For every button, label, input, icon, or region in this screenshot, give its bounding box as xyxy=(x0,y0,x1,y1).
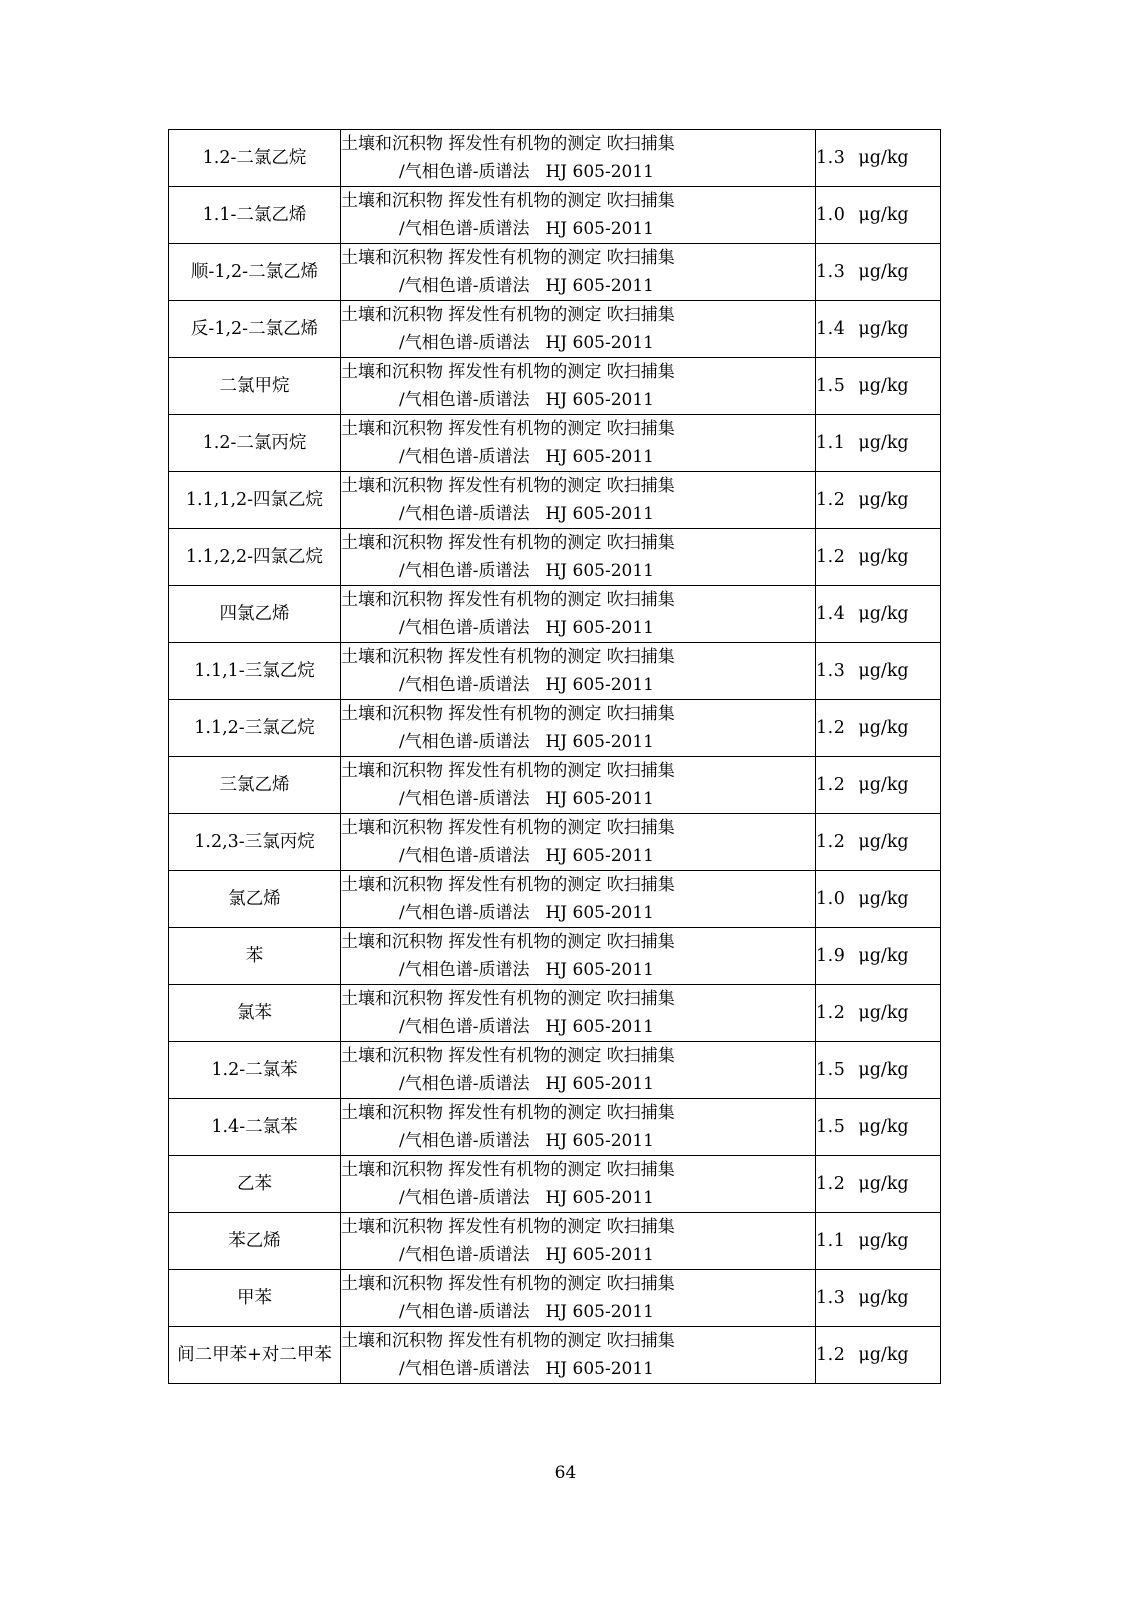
method-line-1: 土壤和沉积物 挥发性有机物的测定 吹扫捕集 xyxy=(341,533,675,553)
method-line-2 xyxy=(341,272,815,300)
pollutant-name-cell: 1.2-二氯乙烷 xyxy=(169,130,341,187)
detection-limit-value: 1.3 xyxy=(816,661,846,681)
standard-code-label: HJ 605-2011 xyxy=(545,333,654,353)
analysis-method-cell xyxy=(341,244,816,301)
method-line-2 xyxy=(341,1070,815,1098)
pollutant-name-cell: 甲苯 xyxy=(169,1270,341,1327)
detection-limit-value: 1.2 xyxy=(816,1003,846,1023)
method-line-2 xyxy=(341,1013,815,1041)
method-line-2 xyxy=(341,1184,815,1212)
detection-limit-unit: μg/kg xyxy=(858,1117,909,1137)
detection-limit-cell xyxy=(816,358,941,415)
detection-limit-value: 1.5 xyxy=(816,1117,846,1137)
detection-limit-unit: μg/kg xyxy=(858,1288,909,1308)
analysis-method-cell xyxy=(341,1099,816,1156)
analysis-method-cell xyxy=(341,1156,816,1213)
standard-code-label: HJ 605-2011 xyxy=(545,162,654,182)
method-line-1: 土壤和沉积物 挥发性有机物的测定 吹扫捕集 xyxy=(341,1160,675,1180)
pollutant-name-cell: 氯苯 xyxy=(169,985,341,1042)
method-line-1: 土壤和沉积物 挥发性有机物的测定 吹扫捕集 xyxy=(341,875,675,895)
table-row xyxy=(169,757,941,814)
detection-limit-cell xyxy=(816,244,941,301)
method-technique-label: /气相色谱-质谱法 xyxy=(399,1074,530,1094)
method-technique-label: /气相色谱-质谱法 xyxy=(399,390,530,410)
detection-limit-value: 1.4 xyxy=(816,319,846,339)
method-line-2 xyxy=(341,1355,815,1383)
analysis-method-cell xyxy=(341,928,816,985)
method-line-2 xyxy=(341,500,815,528)
table-row xyxy=(169,301,941,358)
pollutant-name-cell: 氯乙烯 xyxy=(169,871,341,928)
pollutant-name-cell: 1.1,2-三氯乙烷 xyxy=(169,700,341,757)
detection-limit-cell xyxy=(816,187,941,244)
standard-code-label: HJ 605-2011 xyxy=(545,1359,654,1379)
detection-limit-cell xyxy=(816,1327,941,1384)
standard-code-label: HJ 605-2011 xyxy=(545,618,654,638)
standard-code-label: HJ 605-2011 xyxy=(545,789,654,809)
standard-code-label: HJ 605-2011 xyxy=(545,960,654,980)
detection-limit-value: 1.3 xyxy=(816,1288,846,1308)
pollutant-name-cell: 四氯乙烯 xyxy=(169,586,341,643)
method-technique-label: /气相色谱-质谱法 xyxy=(399,960,530,980)
method-line-1: 土壤和沉积物 挥发性有机物的测定 吹扫捕集 xyxy=(341,248,675,268)
pollutant-name-cell: 1.1-二氯乙烯 xyxy=(169,187,341,244)
method-line-1: 土壤和沉积物 挥发性有机物的测定 吹扫捕集 xyxy=(341,932,675,952)
method-line-2 xyxy=(341,1298,815,1326)
detection-limit-cell xyxy=(816,1270,941,1327)
pollutant-name-cell: 二氯甲烷 xyxy=(169,358,341,415)
method-line-1: 土壤和沉积物 挥发性有机物的测定 吹扫捕集 xyxy=(341,761,675,781)
analysis-method-cell xyxy=(341,814,816,871)
table-row xyxy=(169,643,941,700)
detection-limit-unit: μg/kg xyxy=(858,889,909,909)
method-technique-label: /气相色谱-质谱法 xyxy=(399,1017,530,1037)
standard-code-label: HJ 605-2011 xyxy=(545,219,654,239)
method-line-2 xyxy=(341,1241,815,1269)
method-technique-label: /气相色谱-质谱法 xyxy=(399,789,530,809)
analysis-method-cell xyxy=(341,643,816,700)
analysis-method-cell xyxy=(341,1213,816,1270)
method-line-2 xyxy=(341,386,815,414)
method-line-2 xyxy=(341,1127,815,1155)
method-technique-label: /气相色谱-质谱法 xyxy=(399,219,530,239)
pollutant-name-cell: 1.1,1-三氯乙烷 xyxy=(169,643,341,700)
detection-limit-unit: μg/kg xyxy=(858,832,909,852)
pollutant-name-cell: 1.1,1,2-四氯乙烷 xyxy=(169,472,341,529)
detection-limit-unit: μg/kg xyxy=(858,1174,909,1194)
detection-limit-cell xyxy=(816,301,941,358)
standard-code-label: HJ 605-2011 xyxy=(545,675,654,695)
method-line-2 xyxy=(341,557,815,585)
detection-limit-value: 1.2 xyxy=(816,718,846,738)
detection-limit-value: 1.1 xyxy=(816,1231,846,1251)
method-technique-label: /气相色谱-质谱法 xyxy=(399,846,530,866)
detection-limit-value: 1.3 xyxy=(816,262,846,282)
table-row xyxy=(169,1042,941,1099)
detection-limit-cell xyxy=(816,1099,941,1156)
method-line-2 xyxy=(341,842,815,870)
detection-limit-value: 1.0 xyxy=(816,889,846,909)
method-line-1: 土壤和沉积物 挥发性有机物的测定 吹扫捕集 xyxy=(341,704,675,724)
standard-code-label: HJ 605-2011 xyxy=(545,447,654,467)
detection-limit-unit: μg/kg xyxy=(858,1060,909,1080)
analysis-method-cell xyxy=(341,1327,816,1384)
table-row xyxy=(169,1099,941,1156)
detection-limit-value: 1.2 xyxy=(816,490,846,510)
pollutant-name-cell: 乙苯 xyxy=(169,1156,341,1213)
analysis-method-cell xyxy=(341,1270,816,1327)
standard-code-label: HJ 605-2011 xyxy=(545,276,654,296)
method-technique-label: /气相色谱-质谱法 xyxy=(399,732,530,752)
page-number: 64 xyxy=(554,1463,577,1483)
method-technique-label: /气相色谱-质谱法 xyxy=(399,1302,530,1322)
detection-limit-cell xyxy=(816,700,941,757)
analysis-methods-table xyxy=(168,129,941,1384)
detection-limit-cell xyxy=(816,130,941,187)
standard-code-label: HJ 605-2011 xyxy=(545,1188,654,1208)
standard-code-label: HJ 605-2011 xyxy=(545,1245,654,1265)
method-technique-label: /气相色谱-质谱法 xyxy=(399,561,530,581)
analysis-method-cell xyxy=(341,700,816,757)
table-row xyxy=(169,586,941,643)
standard-code-label: HJ 605-2011 xyxy=(545,846,654,866)
table-row xyxy=(169,472,941,529)
pollutant-name-cell: 苯乙烯 xyxy=(169,1213,341,1270)
analysis-method-cell xyxy=(341,472,816,529)
detection-limit-unit: μg/kg xyxy=(858,433,909,453)
detection-limit-unit: μg/kg xyxy=(858,1231,909,1251)
method-technique-label: /气相色谱-质谱法 xyxy=(399,903,530,923)
standard-code-label: HJ 605-2011 xyxy=(545,390,654,410)
pollutant-name-cell: 1.2-二氯丙烷 xyxy=(169,415,341,472)
detection-limit-value: 1.4 xyxy=(816,604,846,624)
detection-limit-unit: μg/kg xyxy=(858,661,909,681)
detection-limit-unit: μg/kg xyxy=(858,604,909,624)
method-line-1: 土壤和沉积物 挥发性有机物的测定 吹扫捕集 xyxy=(341,476,675,496)
detection-limit-cell xyxy=(816,928,941,985)
analysis-method-cell xyxy=(341,1042,816,1099)
detection-limit-value: 1.2 xyxy=(816,547,846,567)
table-row xyxy=(169,700,941,757)
analysis-method-cell xyxy=(341,985,816,1042)
table-row xyxy=(169,928,941,985)
method-line-1: 土壤和沉积物 挥发性有机物的测定 吹扫捕集 xyxy=(341,647,675,667)
detection-limit-unit: μg/kg xyxy=(858,376,909,396)
detection-limit-cell xyxy=(816,643,941,700)
detection-limit-cell xyxy=(816,586,941,643)
method-line-1: 土壤和沉积物 挥发性有机物的测定 吹扫捕集 xyxy=(341,362,675,382)
detection-limit-value: 1.5 xyxy=(816,1060,846,1080)
pollutant-name-cell: 三氯乙烯 xyxy=(169,757,341,814)
method-line-2 xyxy=(341,329,815,357)
method-line-2 xyxy=(341,215,815,243)
detection-limit-value: 1.5 xyxy=(816,376,846,396)
detection-limit-unit: μg/kg xyxy=(858,319,909,339)
table-row xyxy=(169,1270,941,1327)
method-line-2 xyxy=(341,614,815,642)
method-line-1: 土壤和沉积物 挥发性有机物的测定 吹扫捕集 xyxy=(341,1103,675,1123)
detection-limit-unit: μg/kg xyxy=(858,490,909,510)
detection-limit-unit: μg/kg xyxy=(858,718,909,738)
detection-limit-cell xyxy=(816,757,941,814)
detection-limit-cell xyxy=(816,871,941,928)
detection-limit-cell xyxy=(816,415,941,472)
detection-limit-unit: μg/kg xyxy=(858,1003,909,1023)
standard-code-label: HJ 605-2011 xyxy=(545,504,654,524)
method-line-1: 土壤和沉积物 挥发性有机物的测定 吹扫捕集 xyxy=(341,590,675,610)
method-line-2 xyxy=(341,899,815,927)
method-technique-label: /气相色谱-质谱法 xyxy=(399,675,530,695)
table-row xyxy=(169,814,941,871)
method-line-1: 土壤和沉积物 挥发性有机物的测定 吹扫捕集 xyxy=(341,134,675,154)
standard-code-label: HJ 605-2011 xyxy=(545,903,654,923)
method-line-2 xyxy=(341,158,815,186)
method-line-1: 土壤和沉积物 挥发性有机物的测定 吹扫捕集 xyxy=(341,1274,675,1294)
detection-limit-unit: μg/kg xyxy=(858,547,909,567)
standard-code-label: HJ 605-2011 xyxy=(545,1131,654,1151)
method-technique-label: /气相色谱-质谱法 xyxy=(399,1188,530,1208)
detection-limit-value: 1.2 xyxy=(816,775,846,795)
method-line-1: 土壤和沉积物 挥发性有机物的测定 吹扫捕集 xyxy=(341,1331,675,1351)
detection-limit-cell xyxy=(816,1213,941,1270)
analysis-method-cell xyxy=(341,415,816,472)
table-row xyxy=(169,358,941,415)
table-row xyxy=(169,130,941,187)
method-line-2 xyxy=(341,956,815,984)
table-body xyxy=(169,130,941,1384)
pollutant-name-cell: 1.2,3-三氯丙烷 xyxy=(169,814,341,871)
table-row xyxy=(169,529,941,586)
method-technique-label: /气相色谱-质谱法 xyxy=(399,162,530,182)
method-technique-label: /气相色谱-质谱法 xyxy=(399,276,530,296)
method-line-1: 土壤和沉积物 挥发性有机物的测定 吹扫捕集 xyxy=(341,305,675,325)
detection-limit-cell xyxy=(816,529,941,586)
standard-code-label: HJ 605-2011 xyxy=(545,561,654,581)
pollutant-name-cell: 1.2-二氯苯 xyxy=(169,1042,341,1099)
method-line-1: 土壤和沉积物 挥发性有机物的测定 吹扫捕集 xyxy=(341,1217,675,1237)
table-row xyxy=(169,415,941,472)
method-line-2 xyxy=(341,728,815,756)
detection-limit-value: 1.3 xyxy=(816,148,846,168)
method-line-1: 土壤和沉积物 挥发性有机物的测定 吹扫捕集 xyxy=(341,989,675,1009)
detection-limit-cell xyxy=(816,1042,941,1099)
table-row xyxy=(169,1213,941,1270)
table-row xyxy=(169,1156,941,1213)
detection-limit-value: 1.2 xyxy=(816,1174,846,1194)
detection-limit-cell xyxy=(816,814,941,871)
method-line-2 xyxy=(341,785,815,813)
standard-code-label: HJ 605-2011 xyxy=(545,732,654,752)
analysis-methods-table-container xyxy=(168,129,940,1384)
detection-limit-cell xyxy=(816,985,941,1042)
pollutant-name-cell: 间二甲苯+对二甲苯 xyxy=(169,1327,341,1384)
detection-limit-unit: μg/kg xyxy=(858,946,909,966)
method-line-1: 土壤和沉积物 挥发性有机物的测定 吹扫捕集 xyxy=(341,818,675,838)
standard-code-label: HJ 605-2011 xyxy=(545,1302,654,1322)
method-line-2 xyxy=(341,443,815,471)
detection-limit-value: 1.0 xyxy=(816,205,846,225)
method-line-1: 土壤和沉积物 挥发性有机物的测定 吹扫捕集 xyxy=(341,1046,675,1066)
detection-limit-value: 1.2 xyxy=(816,832,846,852)
table-row xyxy=(169,187,941,244)
detection-limit-cell xyxy=(816,1156,941,1213)
pollutant-name-cell: 1.4-二氯苯 xyxy=(169,1099,341,1156)
table-row xyxy=(169,871,941,928)
pollutant-name-cell: 1.1,2,2-四氯乙烷 xyxy=(169,529,341,586)
analysis-method-cell xyxy=(341,130,816,187)
detection-limit-value: 1.1 xyxy=(816,433,846,453)
analysis-method-cell xyxy=(341,757,816,814)
method-technique-label: /气相色谱-质谱法 xyxy=(399,1359,530,1379)
analysis-method-cell xyxy=(341,871,816,928)
detection-limit-value: 1.9 xyxy=(816,946,846,966)
pollutant-name-cell: 反-1,2-二氯乙烯 xyxy=(169,301,341,358)
method-technique-label: /气相色谱-质谱法 xyxy=(399,618,530,638)
detection-limit-value: 1.2 xyxy=(816,1345,846,1365)
method-line-1: 土壤和沉积物 挥发性有机物的测定 吹扫捕集 xyxy=(341,191,675,211)
table-row xyxy=(169,244,941,301)
standard-code-label: HJ 605-2011 xyxy=(545,1017,654,1037)
method-technique-label: /气相色谱-质谱法 xyxy=(399,504,530,524)
table-row xyxy=(169,1327,941,1384)
pollutant-name-cell: 苯 xyxy=(169,928,341,985)
method-technique-label: /气相色谱-质谱法 xyxy=(399,1131,530,1151)
method-technique-label: /气相色谱-质谱法 xyxy=(399,447,530,467)
detection-limit-unit: μg/kg xyxy=(858,1345,909,1365)
standard-code-label: HJ 605-2011 xyxy=(545,1074,654,1094)
method-line-1: 土壤和沉积物 挥发性有机物的测定 吹扫捕集 xyxy=(341,419,675,439)
analysis-method-cell xyxy=(341,586,816,643)
analysis-method-cell xyxy=(341,358,816,415)
detection-limit-cell xyxy=(816,472,941,529)
pollutant-name-cell: 顺-1,2-二氯乙烯 xyxy=(169,244,341,301)
method-technique-label: /气相色谱-质谱法 xyxy=(399,333,530,353)
method-line-2 xyxy=(341,671,815,699)
detection-limit-unit: μg/kg xyxy=(858,775,909,795)
analysis-method-cell xyxy=(341,529,816,586)
method-technique-label: /气相色谱-质谱法 xyxy=(399,1245,530,1265)
detection-limit-unit: μg/kg xyxy=(858,262,909,282)
analysis-method-cell xyxy=(341,187,816,244)
analysis-method-cell xyxy=(341,301,816,358)
detection-limit-unit: μg/kg xyxy=(858,205,909,225)
detection-limit-unit: μg/kg xyxy=(858,148,909,168)
table-row xyxy=(169,985,941,1042)
